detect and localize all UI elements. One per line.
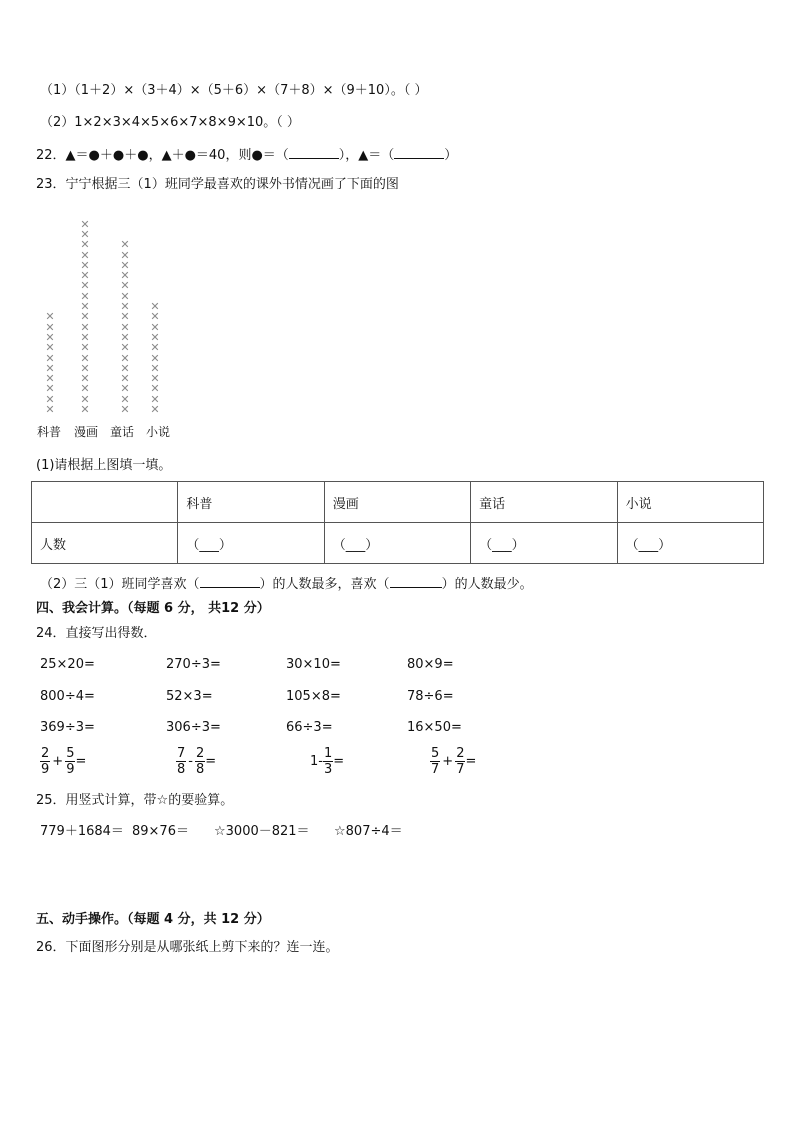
- calc-1-3: 78÷6=: [407, 689, 454, 704]
- pictograph-mark: ✕: [45, 330, 55, 344]
- fraction: $\frac{5}{9}$: [66, 746, 75, 777]
- pictograph-mark: ✕: [120, 279, 130, 293]
- table-row: [32, 523, 764, 564]
- pictograph-mark: ✕: [80, 248, 90, 262]
- pictograph-mark: ✕: [120, 382, 130, 396]
- fraction: $\frac{2}{7}$: [456, 746, 465, 777]
- pictograph-category-label: 科普: [37, 425, 62, 439]
- pictograph-mark: ✕: [45, 320, 55, 334]
- answer-table: [31, 481, 764, 564]
- pictograph-mark: ✕: [120, 361, 130, 375]
- fraction: 2 9: [41, 746, 50, 777]
- pictograph-mark: ✕: [45, 361, 55, 375]
- pictograph-mark: ✕: [45, 351, 55, 365]
- q22-text: [36, 146, 457, 164]
- q22-mid: ），▲＝（: [338, 148, 395, 163]
- pictograph-mark: ✕: [45, 392, 55, 406]
- pictograph-mark: ✕: [150, 382, 160, 396]
- table-row-label: 人数: [32, 523, 178, 564]
- pictograph-category-label: 小说: [146, 425, 171, 439]
- q23-sub2: [40, 575, 533, 593]
- pictograph-mark: ✕: [80, 227, 90, 241]
- q25-item-2: 89×76＝: [132, 824, 189, 839]
- pictograph-mark: ✕: [80, 269, 90, 283]
- pictograph-mark: ✕: [80, 392, 90, 406]
- q23-title: 23．宁宁根据三（1）班同学最喜欢的课外书情况画了下面的图: [36, 177, 399, 192]
- pictograph-mark: ✕: [80, 382, 90, 396]
- calc-0-2: 30×10=: [286, 657, 341, 672]
- pictograph-chart: [30, 200, 190, 445]
- fraction-expr-4: 5 7 + $\frac{2}{7}$ =: [431, 746, 477, 777]
- table-header-tonghua: 童话: [471, 482, 617, 523]
- pictograph-mark: ✕: [45, 341, 55, 355]
- pictograph-mark: ✕: [120, 300, 130, 313]
- q22-blank-1[interactable]: [289, 146, 339, 159]
- q22-blank-2[interactable]: [394, 146, 444, 159]
- pictograph-mark: ✕: [150, 392, 160, 406]
- pictograph-mark: ✕: [120, 351, 130, 365]
- q23-sub2-blank-1[interactable]: [200, 575, 260, 588]
- q22-prefix: 22．▲＝●＋●＋●，▲＋●＝40，则●＝（: [36, 148, 289, 163]
- table-header-xiaoshuo: 小说: [617, 482, 763, 523]
- pictograph-mark: ✕: [80, 217, 90, 231]
- pictograph-mark: ✕: [45, 382, 55, 396]
- fraction: 5 7: [431, 746, 440, 777]
- pictograph-category-label: 童话: [110, 425, 135, 439]
- pictograph-mark: ✕: [120, 289, 130, 303]
- pictograph-mark: ✕: [120, 310, 130, 324]
- pictograph-mark: ✕: [45, 403, 55, 416]
- q23-sub2-b: ）的人数最多，喜欢（: [259, 577, 390, 592]
- pictograph-mark: ✕: [120, 392, 130, 406]
- pictograph-mark: ✕: [150, 341, 160, 355]
- fraction-expr-3: 1- $\frac{1}{3}$ =: [310, 746, 345, 777]
- pictograph-mark: ✕: [80, 320, 90, 334]
- pictograph-mark: ✕: [80, 310, 90, 324]
- pictograph-mark: ✕: [120, 269, 130, 283]
- table-header-row: [32, 482, 764, 523]
- table-blank-manhua[interactable]: （___）: [324, 523, 470, 564]
- q23-sub2-c: ）的人数最少。: [441, 577, 533, 592]
- table-blank-xiaoshuo[interactable]: （___）: [617, 523, 763, 564]
- fraction: $\frac{1}{3}$: [323, 746, 333, 777]
- pictograph-mark: ✕: [150, 330, 160, 344]
- pictograph-mark: ✕: [120, 238, 130, 252]
- q21-item-1: （1）（1＋2）×（3＋4）×（5＋6）×（7＋8）×（9＋10）。（ ）: [40, 83, 428, 98]
- pictograph-mark: ✕: [80, 238, 90, 252]
- pictograph-mark: ✕: [120, 258, 130, 272]
- table-blank-tonghua[interactable]: （___）: [471, 523, 617, 564]
- q23-sub1: (1)请根据上图填一填。: [36, 458, 172, 473]
- fraction-expr-2: 7 8 - $\frac{2}{8}$ =: [177, 746, 217, 777]
- fraction-expr-1: 2 9 + $\frac{5}{9}$ =: [41, 746, 87, 777]
- q25-item-4: ☆807÷4＝: [334, 824, 403, 839]
- q25-title: 25．用竖式计算，带☆的要验算。: [36, 793, 234, 808]
- q22-suffix: ）: [444, 148, 458, 163]
- calc-0-1: 270÷3=: [166, 657, 221, 672]
- pictograph-mark: ✕: [120, 403, 130, 416]
- table-blank-kepu[interactable]: （___）: [178, 523, 324, 564]
- pictograph-mark: ✕: [80, 289, 90, 303]
- calc-2-2: 66÷3=: [286, 720, 333, 735]
- pictograph-mark: ✕: [150, 320, 160, 334]
- pictograph-mark: ✕: [80, 258, 90, 272]
- q25-item-1: 779＋1684＝: [40, 824, 124, 839]
- table-cell-corner: [32, 482, 178, 523]
- q24-title: 24．直接写出得数．: [36, 626, 157, 641]
- calc-2-3: 16×50=: [407, 720, 462, 735]
- pictograph-mark: ✕: [80, 330, 90, 344]
- pictograph-mark: ✕: [120, 372, 130, 386]
- calc-2-1: 306÷3=: [166, 720, 221, 735]
- section-5-heading: 五、动手操作。（每题 4 分，共 12 分）: [36, 912, 270, 927]
- calc-1-0: 800÷4=: [40, 689, 95, 704]
- q23-sub2-a: （2）三（1）班同学喜欢（: [40, 577, 200, 592]
- q23-sub2-blank-2[interactable]: [390, 575, 442, 588]
- calc-2-0: 369÷3=: [40, 720, 95, 735]
- table-header-manhua: 漫画: [324, 482, 470, 523]
- q26-title: 26．下面图形分别是从哪张纸上剪下来的？连一连。: [36, 940, 339, 955]
- calc-1-1: 52×3=: [166, 689, 213, 704]
- pictograph-mark: ✕: [80, 351, 90, 365]
- pictograph-mark: ✕: [80, 341, 90, 355]
- pictograph-mark: ✕: [150, 361, 160, 375]
- section-4-heading: 四、我会计算。（每题 6 分， 共12 分）: [36, 601, 270, 616]
- pictograph-mark: ✕: [150, 372, 160, 386]
- pictograph-mark: ✕: [80, 361, 90, 375]
- calc-1-2: 105×8=: [286, 689, 341, 704]
- pictograph-mark: ✕: [150, 403, 160, 416]
- pictograph-mark: ✕: [80, 372, 90, 386]
- fraction: $\frac{2}{8}$: [195, 746, 205, 777]
- pictograph-mark: ✕: [120, 341, 130, 355]
- pictograph-mark: ✕: [45, 310, 55, 324]
- pictograph-mark: ✕: [150, 351, 160, 365]
- pictograph-mark: ✕: [120, 248, 130, 262]
- pictograph-category-label: 漫画: [74, 425, 99, 439]
- pictograph-mark: ✕: [80, 300, 90, 313]
- pictograph-mark: ✕: [150, 310, 160, 324]
- fraction: 7 8: [177, 746, 186, 777]
- pictograph-mark: ✕: [120, 320, 130, 334]
- table-header-kepu: 科普: [178, 482, 324, 523]
- pictograph-mark: ✕: [45, 372, 55, 386]
- q25-item-3: ☆3000－821＝: [214, 824, 310, 839]
- pictograph-mark: ✕: [120, 330, 130, 344]
- calc-0-0: 25×20=: [40, 657, 95, 672]
- calc-0-3: 80×9=: [407, 657, 454, 672]
- pictograph-mark: ✕: [80, 403, 90, 416]
- pictograph-mark: ✕: [150, 300, 160, 313]
- q21-item-2: （2）1×2×3×4×5×6×7×8×9×10。（ ）: [40, 115, 300, 130]
- pictograph-mark: ✕: [80, 279, 90, 293]
